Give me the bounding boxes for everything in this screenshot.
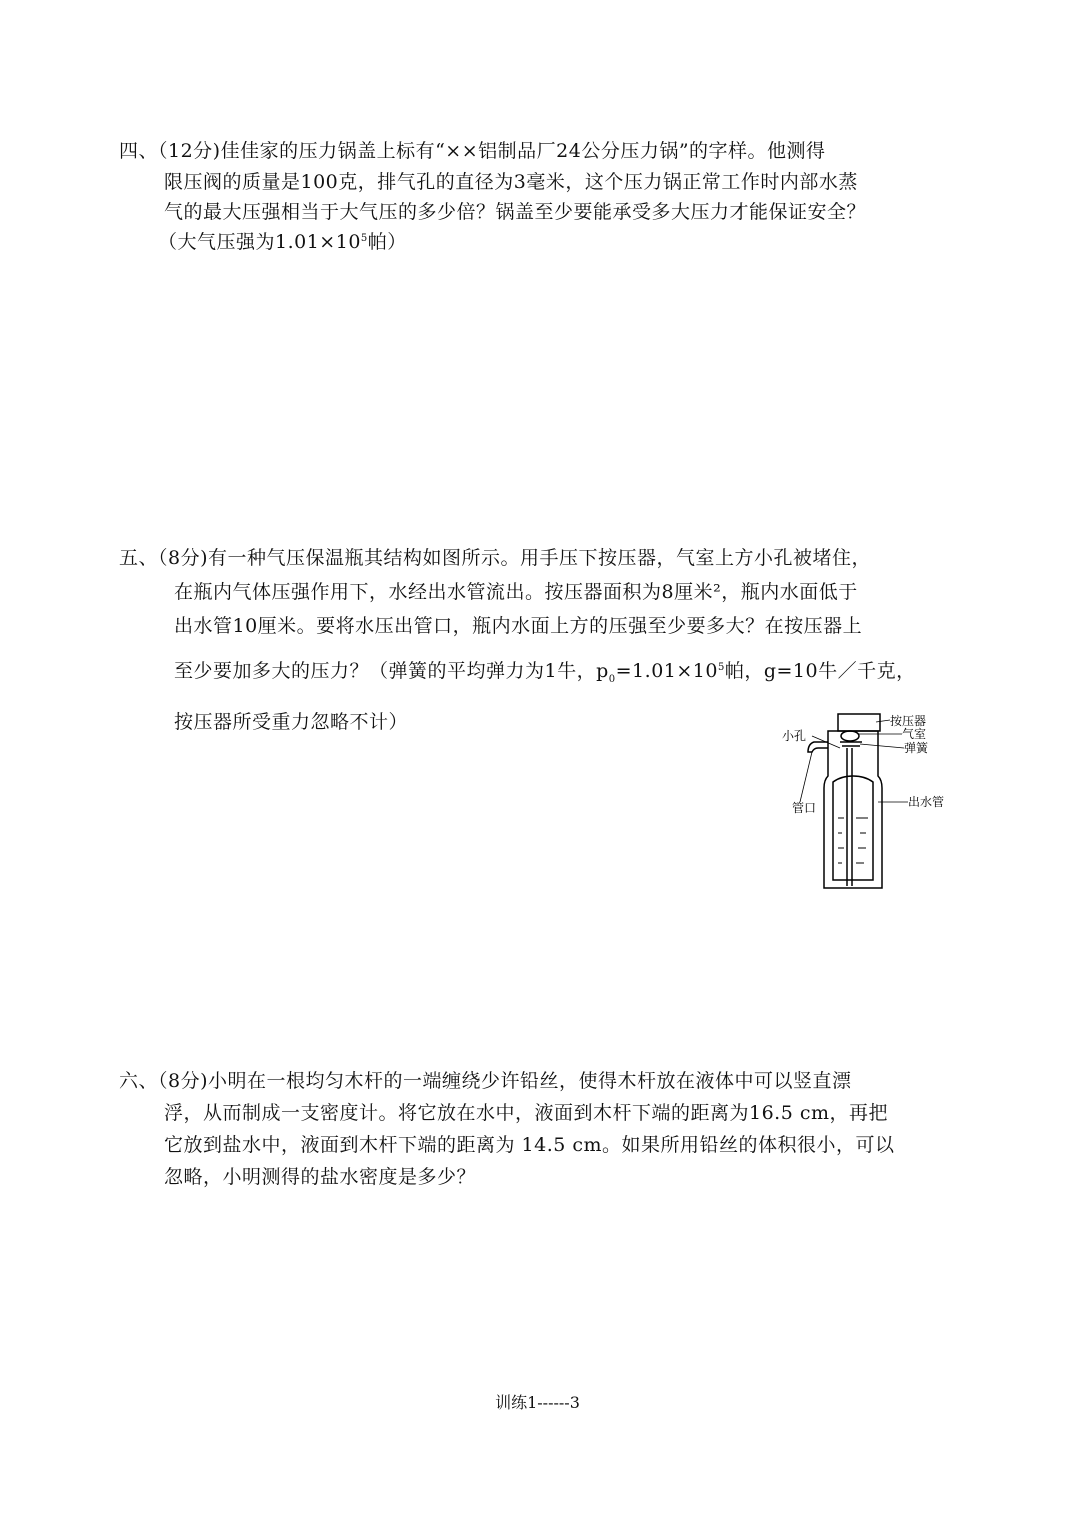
q5-line-4-text-b: =1.01×10: [615, 660, 718, 682]
label-mouth: 管口: [792, 801, 817, 815]
q5-line-3: 出水管10厘米。要将水压出管口，瓶内水面上方的压强至少要多大？在按压器上: [174, 615, 863, 637]
q5-line-4-subscript: 0: [608, 674, 616, 685]
q5-line-4: [174, 659, 916, 683]
page-footer: 训练1------3: [495, 1393, 580, 1412]
label-outlet: 出水管: [908, 795, 945, 809]
q4-line-2: 限压阀的质量是100克，排气孔的直径为3毫米，这个压力锅正常工作时内部水蒸: [164, 171, 858, 193]
q4-line-4-exponent: 5: [360, 233, 368, 244]
q6-line-1: 六、（8分)小明在一根均匀木杆的一端缠绕少许铅丝，使得木杆放在液体中可以竖直漂: [119, 1070, 852, 1092]
label-hole: 小孔: [782, 729, 807, 743]
q5-line-5: 按压器所受重力忽略不计）: [174, 711, 409, 733]
q6-line-3: 它放到盐水中，液面到木杆下端的距离为 14.5 cm。如果所用铅丝的体积很小，可以: [164, 1134, 895, 1156]
spout-shape: [808, 742, 828, 752]
label-spring: 弹簧: [904, 741, 929, 755]
press-button-shape: [838, 714, 880, 731]
spring-shape: [840, 742, 862, 746]
bottle-inner-shape: [833, 776, 873, 880]
q5-line-4-text-c: 帕，g=10牛／千克，: [724, 660, 916, 682]
q4-line-4-text-b: 帕）: [367, 231, 407, 253]
chamber-shape: [841, 731, 859, 741]
q5-line-1: 五、（8分)有一种气压保温瓶其结构如图所示。用手压下按压器，气室上方小孔被堵住，: [119, 547, 872, 569]
q4-line-4-text-a: （大气压强为1.01×10: [158, 231, 361, 253]
q5-line-4-exponent: 5: [717, 662, 725, 673]
q5-line-2: 在瓶内气体压强作用下，水经出水管流出。按压器面积为8厘米²，瓶内水面低于: [174, 581, 858, 603]
q6-line-2: 浮，从而制成一支密度计。将它放在水中，液面到木杆下端的距离为16.5 cm，再把: [164, 1102, 889, 1124]
q4-line-4: [158, 230, 407, 254]
q6-line-4: 忽略，小明测得的盐水密度是多少？: [164, 1166, 477, 1188]
q5-line-4-text-a: 至少要加多大的压力？（弹簧的平均弹力为1牛，p: [174, 660, 609, 682]
thermos-diagram: [770, 708, 970, 908]
q4-line-3: 气的最大压强相当于大气压的多少倍？锅盖至少要能承受多大压力才能保证安全？: [164, 201, 867, 223]
outlet-tube-shape: [847, 748, 852, 886]
label-press: 按压器: [890, 714, 927, 728]
q4-line-1: 四、（12分)佳佳家的压力锅盖上标有“××铝制品厂24公分压力锅”的字样。他测得: [119, 140, 826, 162]
label-chamber: 气室: [902, 727, 927, 741]
